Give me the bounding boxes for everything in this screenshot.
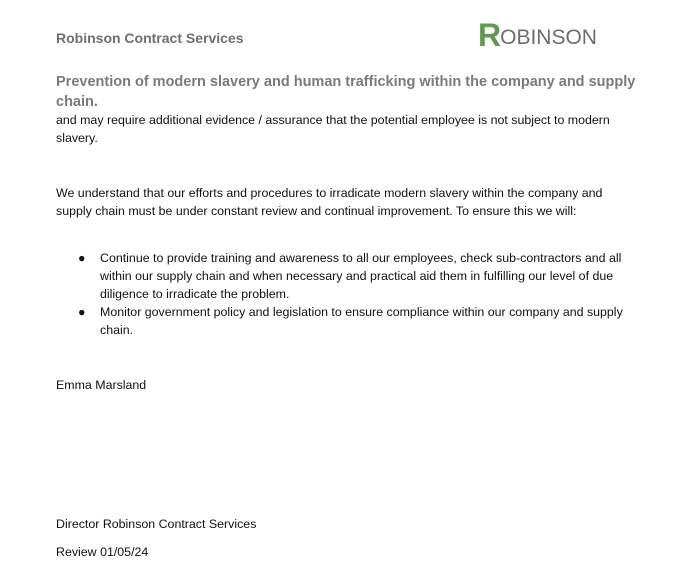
bullet-icon: ● [78, 251, 86, 265]
logo-initial: R [478, 17, 501, 53]
paragraph-evidence: and may require additional evidence / assurance that the potential employee is not subject to modern slavery. [56, 113, 610, 145]
bullet-icon: ● [78, 305, 86, 319]
list-item-text: Monitor government policy and legislation to ensure compliance within our company and supply chain. [100, 305, 623, 337]
list-item [56, 303, 626, 339]
signatory-name: Emma Marsland [56, 378, 147, 392]
list-item-text: Continue to provide training and awareness to all our employees, check sub-contractors and all within our supply chain and when necessary and practical aid them in fulfilling our level of due diligence to irradicate the problem. [100, 251, 622, 301]
paragraph-commitment: We understand that our efforts and procedures to irradicate modern slavery within the company and supply chain must be under constant review and continual improvement. To ensure this we will: [56, 186, 603, 218]
company-header: Robinson Contract Services [56, 30, 244, 46]
list-item [56, 249, 626, 303]
review-date: Review 01/05/24 [56, 545, 149, 559]
signatory-title: Director Robinson Contract Services [56, 517, 257, 531]
commitment-list [56, 249, 626, 339]
section-heading: Prevention of modern slavery and human trafficking within the company and supply chain. [56, 74, 636, 110]
logo-text: OBINSON [500, 26, 597, 49]
robinson-logo [478, 17, 597, 53]
